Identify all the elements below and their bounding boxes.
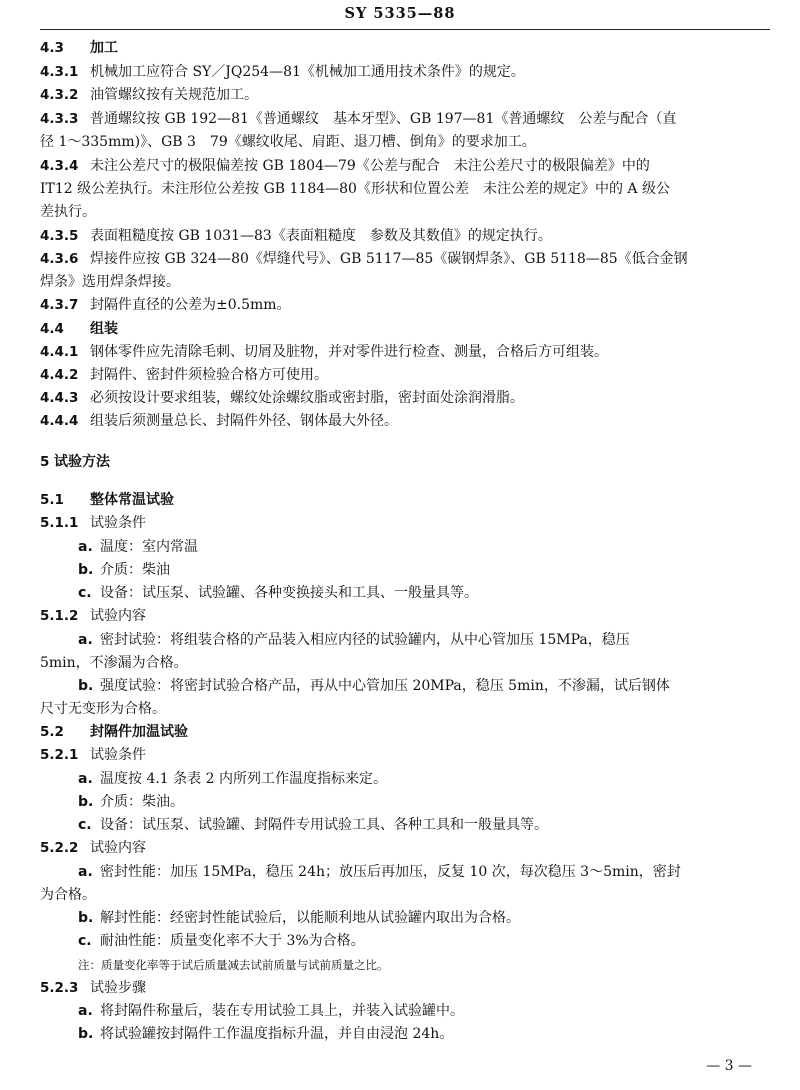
item-text: 将试验罐按封隔件工作温度指标升温，并自由浸泡 24h。 bbox=[100, 1026, 454, 1042]
text-line bbox=[40, 838, 770, 858]
clause-number: 4.3.6 bbox=[40, 251, 79, 267]
text-line bbox=[40, 202, 770, 222]
text-line bbox=[40, 513, 770, 533]
text-line bbox=[40, 272, 770, 292]
clause-text: 机械加工应符合 SY／JQ254—81《机械加工通用技术条件》的规定。 bbox=[90, 64, 525, 80]
clause-text: 径 1～335mm)》、GB 3 79《螺纹收尾、肩距、退刀槽、倒角》的要求加工。 bbox=[40, 134, 536, 150]
text-line bbox=[40, 537, 770, 557]
page-header bbox=[0, 0, 800, 34]
section-heading bbox=[40, 38, 770, 58]
clause-text: 组装后须测量总长、封隔件外径、钢体最大外径。 bbox=[90, 413, 398, 429]
clause-number: 5.2.3 bbox=[40, 980, 79, 996]
text-line bbox=[40, 792, 770, 812]
text-line bbox=[40, 769, 770, 789]
clause-text: 未注公差尺寸的极限偏差按 GB 1804—79《公差与配合 未注公差尺寸的极限偏差》中的 bbox=[90, 158, 650, 174]
text-line bbox=[40, 249, 770, 269]
item-label: c. bbox=[78, 933, 92, 949]
item-text: 密封性能：加压 15MPa，稳压 24h；放压后再加压，反复 10 次，每次稳压 3～5min，密封 bbox=[100, 864, 681, 880]
item-text: 介质：柴油 bbox=[100, 562, 170, 578]
clause-number: 5.1 bbox=[40, 492, 64, 508]
note-text: 注：质量变化率等于试后质量减去试前质量与试前质量之比。 bbox=[78, 958, 389, 972]
clause-number: 5.2.1 bbox=[40, 747, 79, 763]
note-line bbox=[40, 955, 770, 975]
clause-number: 4.3.3 bbox=[40, 111, 79, 127]
clause-text: 必须按设计要求组装，螺纹处涂螺纹脂或密封脂，密封面处涂润滑脂。 bbox=[90, 390, 524, 406]
clause-number: 4.3.2 bbox=[40, 87, 79, 103]
heading-text: 组装 bbox=[90, 321, 118, 337]
item-text: 温度：室内常温 bbox=[100, 539, 198, 555]
clause-number: 4.3 bbox=[40, 40, 64, 56]
text-line bbox=[40, 388, 770, 408]
clause-number: 5.2.2 bbox=[40, 840, 79, 856]
text-line bbox=[40, 156, 770, 176]
clause-number: 5.2 bbox=[40, 724, 64, 740]
text-line bbox=[40, 1001, 770, 1021]
item-text: 温度按 4.1 条表 2 内所列工作温度指标来定。 bbox=[100, 771, 387, 787]
clause-text: 试验条件 bbox=[90, 515, 146, 531]
text-line bbox=[40, 630, 770, 650]
text-line bbox=[40, 132, 770, 152]
clause-text: IT12 级公差执行。未注形位公差按 GB 1184—80《形状和位置公差 未注公差的规定》中的 A 级公 bbox=[40, 181, 670, 197]
section-heading bbox=[40, 452, 770, 472]
clause-text: 钢体零件应先清除毛刺、切屑及脏物，并对零件进行检查、测量，合格后方可组装。 bbox=[90, 344, 608, 360]
item-label: a. bbox=[78, 864, 93, 880]
text-line bbox=[40, 978, 770, 998]
text-line bbox=[40, 745, 770, 765]
clause-text: 差执行。 bbox=[40, 204, 96, 220]
clause-text: 试验条件 bbox=[90, 747, 146, 763]
section-heading bbox=[40, 490, 770, 510]
clause-number: 4.4.4 bbox=[40, 413, 79, 429]
text-line bbox=[40, 885, 770, 905]
text-line bbox=[40, 931, 770, 951]
item-label: b. bbox=[78, 1026, 94, 1042]
clause-number: 4.3.1 bbox=[40, 64, 79, 80]
page-number: — 3 — bbox=[706, 1058, 752, 1074]
clause-number: 4.3.7 bbox=[40, 297, 79, 313]
item-text: 强度试验：将密封试验合格产品，再从中心管加压 20MPa，稳压 5min，不渗漏，试后钢体 bbox=[100, 678, 670, 694]
clause-text: 为合格。 bbox=[40, 887, 96, 903]
text-line bbox=[40, 908, 770, 928]
clause-text: 试验内容 bbox=[90, 608, 146, 624]
item-label: c. bbox=[78, 585, 92, 601]
heading-text: 试验方法 bbox=[54, 454, 110, 470]
clause-text: 试验内容 bbox=[90, 840, 146, 856]
item-label: a. bbox=[78, 1003, 93, 1019]
item-label: a. bbox=[78, 632, 93, 648]
text-line bbox=[40, 1024, 770, 1044]
text-line bbox=[40, 815, 770, 835]
clause-number: 4.4.2 bbox=[40, 367, 79, 383]
clause-number: 4.4.1 bbox=[40, 344, 79, 360]
item-text: 解封性能：经密封性能试验后，以能顺利地从试验罐内取出为合格。 bbox=[100, 910, 520, 926]
text-line bbox=[40, 583, 770, 603]
clause-text: 表面粗糙度按 GB 1031—83《表面粗糙度 参数及其数值》的规定执行。 bbox=[90, 228, 552, 244]
text-line bbox=[40, 85, 770, 105]
clause-number: 5.1.1 bbox=[40, 515, 79, 531]
text-line bbox=[40, 109, 770, 129]
text-line bbox=[40, 365, 770, 385]
item-text: 将封隔件称量后，装在专用试验工具上，并装入试验罐中。 bbox=[100, 1003, 464, 1019]
item-label: b. bbox=[78, 910, 94, 926]
item-text: 介质：柴油。 bbox=[100, 794, 184, 810]
text-line bbox=[40, 699, 770, 719]
text-line bbox=[40, 295, 770, 315]
clause-text: 5min，不渗漏为合格。 bbox=[40, 655, 188, 671]
clause-text: 封隔件、密封件须检验合格方可使用。 bbox=[90, 367, 328, 383]
item-label: c. bbox=[78, 817, 92, 833]
clause-number: 4.3.4 bbox=[40, 158, 79, 174]
item-text: 设备：试压泵、试验罐、封隔件专用试验工具、各种工具和一般量具等。 bbox=[100, 817, 548, 833]
item-text: 密封试验：将组装合格的产品装入相应内径的试验罐内，从中心管加压 15MPa，稳压 bbox=[100, 632, 630, 648]
item-text: 耐油性能：质量变化率不大于 3%为合格。 bbox=[100, 933, 365, 949]
clause-number: 4.4.3 bbox=[40, 390, 79, 406]
text-line bbox=[40, 676, 770, 696]
item-label: a. bbox=[78, 771, 93, 787]
item-label: a. bbox=[78, 539, 93, 555]
clause-number: 4.3.5 bbox=[40, 228, 79, 244]
clause-number: 5.1.2 bbox=[40, 608, 79, 624]
clause-number: 5 bbox=[40, 454, 50, 470]
item-label: b. bbox=[78, 678, 94, 694]
section-heading bbox=[40, 319, 770, 339]
heading-text: 整体常温试验 bbox=[90, 492, 174, 508]
heading-text: 封隔件加温试验 bbox=[90, 724, 188, 740]
text-line bbox=[40, 62, 770, 82]
standard-code: SY 5335—88 bbox=[344, 5, 456, 22]
clause-text: 试验步骤 bbox=[90, 980, 146, 996]
clause-text: 封隔件直径的公差为±0.5mm。 bbox=[90, 297, 291, 313]
text-line bbox=[40, 226, 770, 246]
clause-number: 4.4 bbox=[40, 321, 64, 337]
text-line bbox=[40, 862, 770, 882]
text-line bbox=[40, 653, 770, 673]
text-line bbox=[40, 411, 770, 431]
heading-text: 加工 bbox=[90, 40, 118, 56]
item-text: 设备：试压泵、试验罐、各种变换接头和工具、一般量具等。 bbox=[100, 585, 478, 601]
clause-text: 普通螺纹按 GB 192—81《普通螺纹 基本牙型》、GB 197—81《普通螺纹 公差与配合（直 bbox=[90, 111, 677, 127]
clause-text: 尺寸无变形为合格。 bbox=[40, 701, 166, 717]
text-line bbox=[40, 606, 770, 626]
clause-text: 焊接件应按 GB 324—80《焊缝代号》、GB 5117—85《碳钢焊条》、GB 5118—85《低合金钢 bbox=[90, 251, 688, 267]
item-label: b. bbox=[78, 562, 94, 578]
text-line bbox=[40, 342, 770, 362]
header-rule bbox=[40, 29, 770, 30]
text-line bbox=[40, 179, 770, 199]
section-heading bbox=[40, 722, 770, 742]
text-line bbox=[40, 560, 770, 580]
clause-text: 油管螺纹按有关规范加工。 bbox=[90, 87, 258, 103]
item-label: b. bbox=[78, 794, 94, 810]
clause-text: 焊条》选用焊条焊接。 bbox=[40, 274, 180, 290]
